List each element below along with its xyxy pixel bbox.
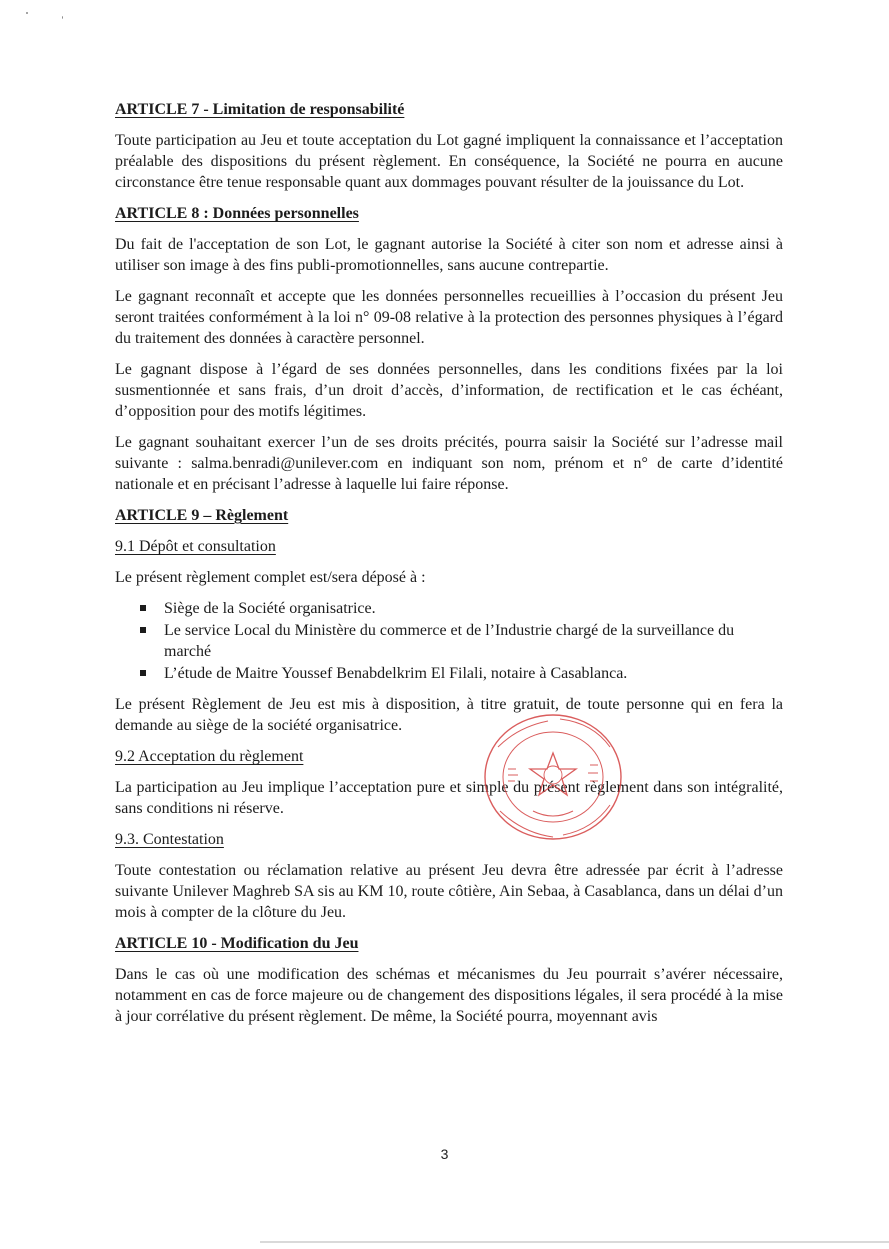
- section-9-2-title: 9.2 Acceptation du règlement: [115, 748, 304, 765]
- scan-speck: [26, 12, 28, 14]
- list-item: Siège de la Société organisatrice.: [115, 598, 783, 619]
- notary-stamp: [478, 707, 628, 847]
- square-bullet-icon: [140, 627, 146, 633]
- scan-bottom-edge: [260, 1241, 889, 1243]
- article-9-heading: ARTICLE 9 – Règlement: [115, 507, 289, 524]
- square-bullet-icon: [140, 605, 146, 611]
- square-bullet-icon: [140, 670, 146, 676]
- list-item: Le service Local du Ministère du commerce et de l’Industrie chargé de la surveillance du marché: [115, 620, 783, 662]
- article-7-paragraph: Toute participation au Jeu et toute acceptation du Lot gagné impliquent la connaissance et l’acceptation préalable des dispositions du présent règlement. En conséquence, la Société ne pourra en aucune circonstance être tenue responsable quant aux dommages pouvant résulter de la jouissance du Lot.: [115, 132, 783, 191]
- list-item: L’étude de Maitre Youssef Benabdelkrim El Filali, notaire à Casablanca.: [115, 663, 783, 684]
- section-9-3-title: 9.3. Contestation: [115, 831, 224, 848]
- section-9-2-text: La participation au Jeu implique l’acceptation pure et simple du présent règlement dans son intégralité, sans conditions ni réserve.: [115, 779, 783, 817]
- scan-speck: [62, 16, 63, 19]
- article-8-paragraph-4: Le gagnant souhaitant exercer l’un de ses droits précités, pourra saisir la Société sur l’adresse mail suivante : salma.benradi@unilever.com en indiquant son nom, prénom et n° de carte d’identité nationale et en précisant l’adresse à laquelle lui faire réponse.: [115, 434, 783, 493]
- document-body: [115, 99, 783, 1037]
- article-8-paragraph-2: Le gagnant reconnaît et accepte que les données personnelles recueillies à l’occasion du présent Jeu seront traitées conformément à la loi n° 09-08 relative à la protection des personnes physiques à l’égard du traitement des données à caractère personnel.: [115, 288, 783, 347]
- section-9-1-intro: Le présent règlement complet est/sera déposé à :: [115, 569, 426, 586]
- deposit-locations-list: [115, 598, 783, 684]
- article-10-heading: ARTICLE 10 - Modification du Jeu: [115, 935, 359, 952]
- article-8-paragraph-3: Le gagnant dispose à l’égard de ses données personnelles, dans les conditions fixées par la loi susmentionnée et sans frais, d’un droit d’accès, d’information, de rectification et le cas échéant, d’opposition pour des motifs légitimes.: [115, 361, 783, 420]
- article-8-paragraph-1: Du fait de l'acceptation de son Lot, le gagnant autorise la Société à citer son nom et adresse ainsi à utiliser son image à des fins publi-promotionnelles, sans aucune contrepartie.: [115, 236, 783, 274]
- section-9-1-closing: Le présent Règlement de Jeu est mis à disposition, à titre gratuit, de toute personne qui en fera la demande au siège de la société organisatrice.: [115, 696, 783, 734]
- article-10-text: Dans le cas où une modification des schémas et mécanismes du Jeu pourrait s’avérer nécessaire, notamment en cas de force majeure ou de changement des dispositions légales, il sera procédé à la mise à jour corrélative du présent règlement. De même, la Société pourra, moyennant avis: [115, 966, 783, 1025]
- article-8-heading: ARTICLE 8 : Données personnelles: [115, 205, 359, 222]
- page-number: 3: [440, 1146, 449, 1162]
- section-9-3-text: Toute contestation ou réclamation relative au présent Jeu devra être adressée par écrit à l’adresse suivante Unilever Maghreb SA sis au KM 10, route côtière, Ain Sebaa, à Casablanca, dans un délai d’un mois à compter de la clôture du Jeu.: [115, 862, 783, 921]
- article-7-heading: ARTICLE 7 - Limitation de responsabilité: [115, 101, 405, 118]
- section-9-1-title: 9.1 Dépôt et consultation: [115, 538, 276, 555]
